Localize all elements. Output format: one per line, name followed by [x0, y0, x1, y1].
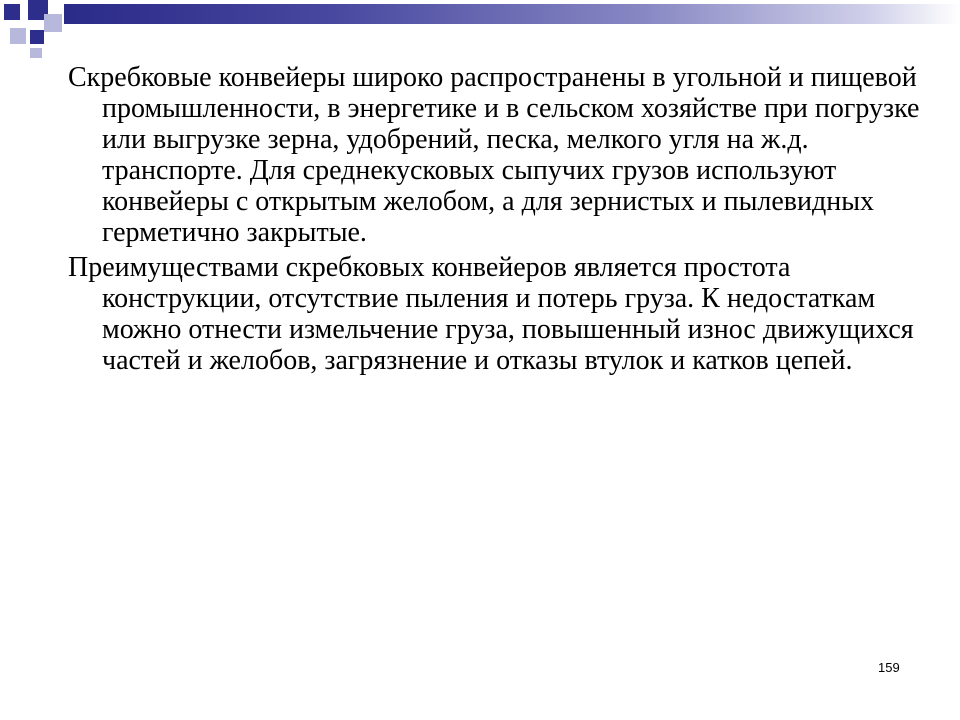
slide-body: [68, 62, 928, 380]
header-gradient-bar: [64, 4, 960, 24]
deco-square: [44, 14, 62, 32]
page-number: 159: [878, 660, 900, 675]
deco-square: [30, 48, 42, 58]
deco-square: [30, 30, 44, 44]
body-paragraph: Скребковые конвейеры широко распространены в угольной и пищевой промышленности, в энергетике и в сельском хозяйстве при погрузке или выгрузке зерна, удобрений, песка, мелкого угля на ж.д. транспорте. Для среднекусковых сыпучих грузов используют конвейеры с открытым желобом, а для зернистых и пылевидных герметично закрытые.: [68, 62, 920, 248]
deco-square: [4, 4, 20, 20]
deco-square: [10, 28, 26, 44]
body-paragraph: Преимуществами скребковых конвейеров является простота конструкции, отсутствие пыления и потерь груза. К недостаткам можно отнести измельчение груза, повышенный износ движущихся частей и желобов, загрязнение и отказы втулок и катков цепей.: [68, 252, 914, 376]
